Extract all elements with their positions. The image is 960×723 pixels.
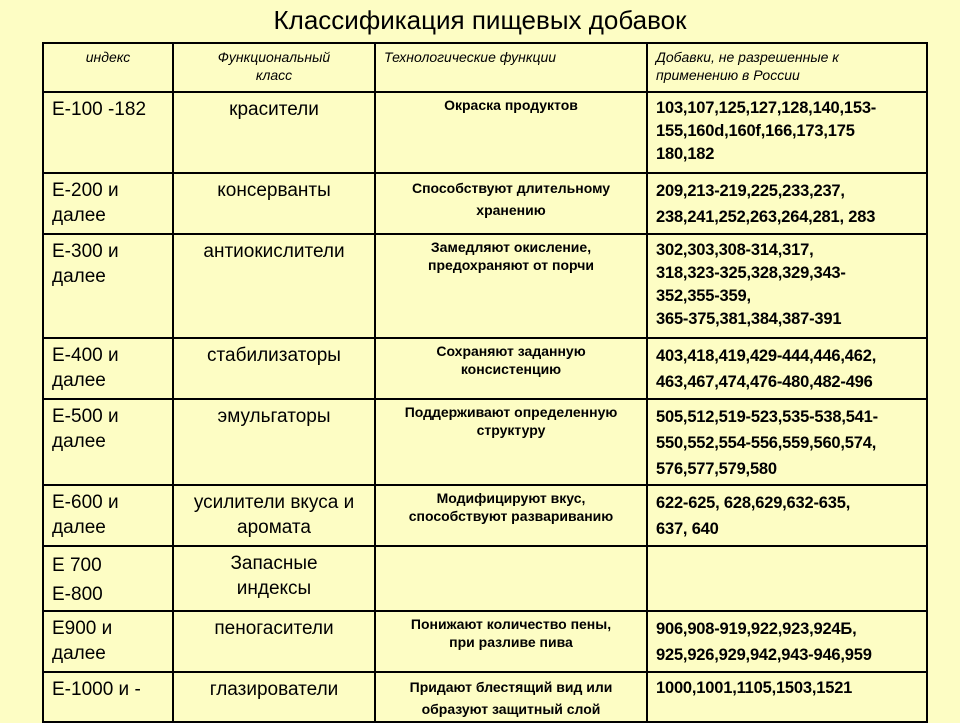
cell-index: Е-600 и далее <box>43 485 173 546</box>
cell-class: эмульгаторы <box>173 399 375 485</box>
cell-class: глазирователи <box>173 672 375 722</box>
table-row <box>43 399 927 485</box>
cell-banned-codes: 505,512,519-523,535-538,541- 550,552,554-556,559,560,574, 576,577,579,580 <box>647 399 927 485</box>
cell-banned-codes: 209,213-219,225,233,237, 238,241,252,263,264,281, 283 <box>647 173 927 234</box>
cell-index: Е-400 и далее <box>43 338 173 399</box>
table-row <box>43 485 927 546</box>
cell-index: Е-200 и далее <box>43 173 173 234</box>
header-tech-functions: Технологические функции <box>375 43 647 92</box>
cell-banned-codes: 622-625, 628,629,632-635, 637, 640 <box>647 485 927 546</box>
cell-banned-codes: 302,303,308-314,317, 318,323-325,328,329,343- 352,355-359, 365-375,381,384,387-391 <box>647 234 927 338</box>
table-row <box>43 338 927 399</box>
table-row <box>43 672 927 722</box>
table-row <box>43 546 927 611</box>
cell-class: красители <box>173 92 375 173</box>
cell-function: Придают блестящий вид или образуют защитный слой <box>375 672 647 722</box>
header-banned-additives: Добавки, не разрешенные к применению в России <box>647 43 927 92</box>
additives-table <box>42 42 928 723</box>
table-row <box>43 611 927 672</box>
table-row <box>43 234 927 338</box>
cell-index: Е-500 и далее <box>43 399 173 485</box>
header-functional-class: Функциональный класс <box>173 43 375 92</box>
cell-banned-codes: 103,107,125,127,128,140,153- 155,160d,160f,166,173,175 180,182 <box>647 92 927 173</box>
cell-banned-codes: 906,908-919,922,923,924Б, 925,926,929,942,943-946,959 <box>647 611 927 672</box>
cell-banned-codes: 1000,1001,1105,1503,1521 <box>647 672 927 722</box>
table-row <box>43 173 927 234</box>
cell-function: Окраска продуктов <box>375 92 647 173</box>
cell-index: Е-300 и далее <box>43 234 173 338</box>
cell-class: антиокислители <box>173 234 375 338</box>
cell-banned-codes: 403,418,419,429-444,446,462, 463,467,474,476-480,482-496 <box>647 338 927 399</box>
cell-function: Замедляют окисление, предохраняют от порчи <box>375 234 647 338</box>
cell-function: Сохраняют заданную консистенцию <box>375 338 647 399</box>
cell-class: консерванты <box>173 173 375 234</box>
cell-index: Е-1000 и - <box>43 672 173 722</box>
cell-function: Модифицируют вкус, способствуют развариванию <box>375 485 647 546</box>
cell-index: Е900 и далее <box>43 611 173 672</box>
header-row <box>43 43 927 92</box>
table-row <box>43 92 927 173</box>
cell-class: стабилизаторы <box>173 338 375 399</box>
cell-index: Е-100 -182 <box>43 92 173 173</box>
cell-class: пеногасители <box>173 611 375 672</box>
cell-function <box>375 546 647 611</box>
cell-class: усилители вкуса и аромата <box>173 485 375 546</box>
cell-function: Понижают количество пены, при разливе пива <box>375 611 647 672</box>
cell-function: Поддерживают определенную структуру <box>375 399 647 485</box>
cell-function: Способствуют длительному хранению <box>375 173 647 234</box>
cell-class: Запасные индексы <box>173 546 375 611</box>
page-title: Классификация пищевых добавок <box>273 5 687 35</box>
cell-index: Е 700 Е-800 <box>43 546 173 611</box>
header-index: индекс <box>43 43 173 92</box>
cell-banned-codes <box>647 546 927 611</box>
